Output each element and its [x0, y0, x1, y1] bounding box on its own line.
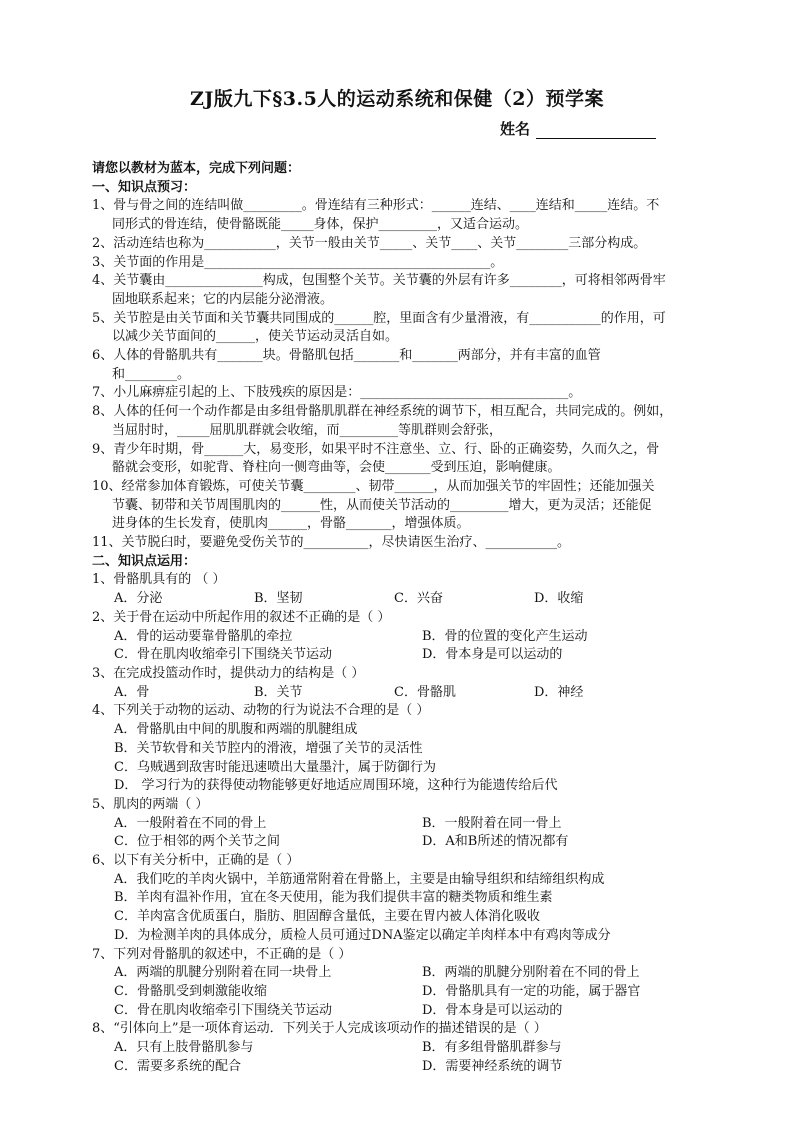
- question-9-cont: 骼就会变形，如驼背、脊柱向一侧弯曲等，会使_______受到压迫，影响健康。: [112, 460, 561, 476]
- mc-question-8-row-1: [92, 1039, 704, 1058]
- mc-question-8-row-2: [92, 1058, 704, 1077]
- section-heading-practice: 二、知识点运用：: [92, 553, 197, 569]
- question-10: 10、经常参加体育锻炼，可使关节囊________、韧带______，从而加强关节的牢固性；还能加强关: [92, 478, 655, 494]
- mc-question-8: 8、“引体向上”是一项体育运动．下列关于人完成该项动作的描述错误的是（ ）: [92, 1021, 547, 1037]
- question-3: 3、关节面的作用是____________________________________________。: [92, 254, 504, 270]
- option-a: A．骨的运动要靠骨骼肌的牵拉: [114, 628, 293, 644]
- mc-question-5: 5、肌肉的两端（ ）: [92, 796, 209, 812]
- intro-text: 请您以教材为蓝本，完成下列问题：: [92, 161, 301, 176]
- option-a: A．骨骼肌由中间的肌腹和两端的肌腱组成: [114, 722, 358, 738]
- mc-question-7: 7、下列对骨骼肌的叙述中，不正确的是（ ）: [92, 946, 352, 962]
- option-b: B．关节软骨和关节腔内的滑液，增强了关节的灵活性: [114, 740, 423, 756]
- option-d: D．骨骼肌具有一定的功能，属于器官: [422, 983, 641, 999]
- option-c: C．位于相邻的两个关节之间: [114, 834, 280, 850]
- question-1: 1、骨与骨之间的连结叫做_________。骨连结有三种形式：______连结、____连结和_____连结。不: [92, 198, 660, 214]
- mc-question-7-row-1: [92, 964, 704, 983]
- section-heading-preview: 一、知识点预习：: [92, 179, 197, 195]
- mc-question-5-row-2: [92, 833, 704, 852]
- option-c: C．骨在肌肉收缩牵引下围绕关节运动: [114, 647, 332, 663]
- option-c-2: C．骨在肌肉收缩牵引下围绕关节运动: [114, 1002, 332, 1018]
- mc-question-6: 6、以下有关分析中，正确的是（ ）: [92, 853, 300, 869]
- question-8-cont: 当屈肘时，_____屈肌肌群就会收缩，而_________等肌群则会舒张，: [112, 422, 503, 438]
- name-field: [500, 118, 656, 139]
- question-4-cont: 固地联系起来；它的内层能分泌滑液。: [112, 291, 334, 307]
- option-a: A．两端的肌腱分别附着在同一块骨上: [114, 965, 332, 981]
- question-6-cont: 和________。: [112, 366, 191, 382]
- option-b: B．坚韧: [254, 591, 303, 607]
- question-7: 7、小儿麻痹症引起的上、下肢残疾的原因是：________________________________。: [92, 385, 582, 401]
- option-d-2: D．骨本身是可以运动的: [422, 1002, 563, 1018]
- option-b: B．两端的肌腱分别附着在不同的骨上: [422, 965, 640, 981]
- mc-question-3: 3、在完成投篮动作时，提供动力的结构是（ ）: [92, 665, 365, 681]
- option-b: B．一般附着在同一骨上: [422, 815, 562, 831]
- option-a: A．一般附着在不同的骨上: [114, 815, 267, 831]
- option-d: D．收缩: [534, 591, 584, 607]
- mc-question-5-row-1: [92, 815, 704, 834]
- mc-question-7-row-2: [92, 983, 704, 1002]
- option-a: A．骨: [114, 684, 150, 700]
- option-c: C．羊肉富含优质蛋白，脂肪、胆固醇含量低，主要在胃内被人体消化吸收: [114, 909, 540, 925]
- option-c: C．乌贼遇到敌害时能迅速喷出大量墨汁，属于防御行为: [114, 759, 436, 775]
- option-d: D．神经: [534, 684, 584, 700]
- option-a: A．只有上肢骨骼肌参与: [114, 1040, 254, 1056]
- option-d: D．骨本身是可以运动的: [422, 647, 563, 663]
- question-5: 5、关节腔是由关节面和关节囊共同围成的______腔，里面含有少量滑液，有___________的作用，可: [92, 310, 666, 326]
- option-c: C．兴奋: [394, 591, 443, 607]
- option-d: D．为检测羊肉的具体成分，质检人员可通过DNA鉴定以确定羊肉样本中有鸡肉等成分: [114, 927, 611, 943]
- option-c: C．骨骼肌受到刺激能收缩: [114, 983, 267, 999]
- question-8: 8、人体的任何一个动作都是由多组骨骼肌肌群在神经系统的调节下，相互配合，共同完成的。例如，: [92, 404, 673, 420]
- mc-question-4: 4、下列关于动物的运动、动物的行为说法不合理的是（ ）: [92, 703, 430, 719]
- mc-question-7-row-3: [92, 1002, 704, 1021]
- option-b: B．有多组骨骼肌群参与: [422, 1040, 562, 1056]
- worksheet-body: [92, 160, 704, 1076]
- option-a: A．分泌: [114, 591, 163, 607]
- question-10-cont-2: 进身体的生长发育，使肌肉______，骨骼_______，增强体质。: [112, 516, 470, 532]
- page-title: ZJ版九下§3.5人的运动系统和保健（2）预学案: [189, 88, 605, 110]
- option-c: C．需要多系统的配合: [114, 1058, 241, 1074]
- question-2: 2、活动连结也称为___________，关节一般由关节_____、关节____、关节________三部分构成。: [92, 235, 647, 251]
- question-10-cont-1: 节囊、韧带和关节周围肌肉的______性，从而使关节活动的_________增大，更为灵活；还能促: [112, 497, 652, 513]
- option-d: D．A和B所述的情况都有: [422, 834, 569, 850]
- option-d: D． 学习行为的获得使动物能够更好地适应周围环境，这种行为能遗传给后代: [114, 778, 558, 794]
- question-11: 11、关节脱臼时，要避免受伤关节的__________，尽快请医生治疗、___________。: [92, 535, 571, 551]
- question-4: 4、关节囊由_______________构成，包围整个关节。关节囊的外层有许多________，可将相邻两骨牢: [92, 273, 666, 289]
- question-9: 9、青少年时期，骨______大，易变形，如果平时不注意坐、立、行、卧的正确姿势，久而久之，骨: [92, 441, 660, 457]
- question-5-cont: 以减少关节面间的______，使关节运动灵活自如。: [112, 329, 399, 345]
- question-6: 6、人体的骨骼肌共有_______块。骨骼肌包括_______和_______两部分，并有丰富的血管: [92, 348, 601, 364]
- name-label: 姓名: [500, 120, 531, 138]
- option-a: A．我们吃的羊肉火锅中，羊筋通常附着在骨骼上，主要是由输导组织和结缔组织构成: [114, 871, 605, 887]
- question-1-cont: 同形式的骨连结，使骨骼既能_____身体，保护_________，又适合运动。: [112, 217, 529, 233]
- option-d: D．需要神经系统的调节: [422, 1058, 563, 1074]
- mc-question-2-row-2: [92, 646, 704, 665]
- mc-question-3-options: [92, 684, 704, 703]
- mc-question-2: 2、关于骨在运动中所起作用的叙述不正确的是（ ）: [92, 609, 391, 625]
- option-b: B．骨的位置的变化产生运动: [422, 628, 588, 644]
- mc-question-1-options: [92, 590, 704, 609]
- mc-question-2-row-1: [92, 628, 704, 647]
- name-blank[interactable]: [536, 123, 656, 139]
- option-c: C．骨骼肌: [394, 684, 456, 700]
- option-b: B．关节: [254, 684, 303, 700]
- mc-question-1: 1、骨骼肌具有的 （ ）: [92, 572, 226, 588]
- option-b: B．羊肉有温补作用，宜在冬天使用，能为我们提供丰富的糖类物质和维生素: [114, 890, 553, 906]
